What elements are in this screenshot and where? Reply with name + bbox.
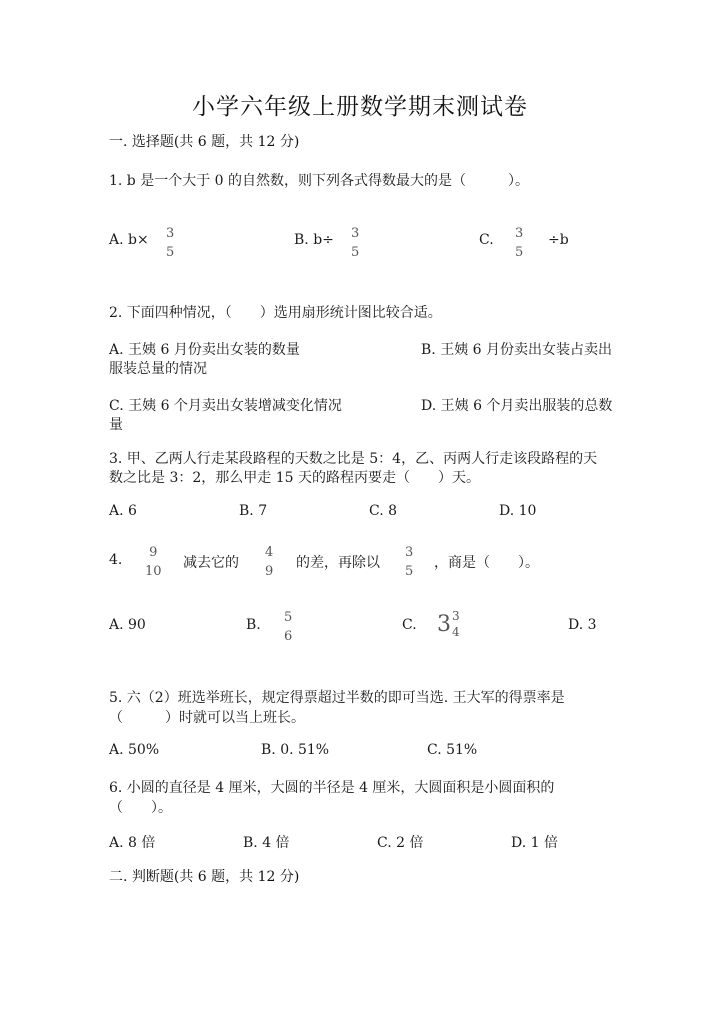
question-text: 1. b 是一个大于 0 的自然数，则下列各式得数最大的是（ ）。	[109, 173, 530, 189]
page-title: 小学六年级上册数学期末测试卷	[192, 94, 528, 120]
question-number: 4.	[109, 552, 123, 568]
option-c: C. 8	[369, 503, 398, 519]
option-c-suffix: ÷b	[548, 232, 569, 248]
option-d: D. 1 倍	[511, 835, 558, 851]
section-heading-multiple-choice: 一. 选择题(共 6 题，共 12 分)	[109, 134, 300, 150]
option-b-label: B. b÷	[294, 232, 334, 248]
fraction: 3 5	[405, 545, 414, 579]
option-b: B. 0. 51%	[261, 742, 330, 758]
option-a: A. 6	[109, 503, 137, 519]
option-d-continued: 量	[109, 417, 123, 433]
option-b-label: B.	[246, 617, 261, 633]
fraction: 4 9	[265, 545, 274, 579]
option-a: A. 50%	[109, 742, 160, 758]
option-d: D. 王姨 6 个月卖出服装的总数	[421, 398, 613, 414]
option-c-label: C.	[479, 232, 494, 248]
question-text-line1: 3. 甲、乙两人行走某段路程的天数之比是 5：4，乙、丙两人行走该段路程的天	[109, 451, 598, 467]
option-a-label: A. b×	[109, 232, 149, 248]
section-heading-true-false: 二. 判断题(共 6 题，共 12 分)	[109, 869, 300, 885]
question-text: 2. 下面四种情况，（ ）选用扇形统计图比较合适。	[109, 305, 442, 321]
fraction: 9 10	[145, 545, 162, 579]
fraction: 3 5	[166, 226, 175, 260]
option-c: C. 王姨 6 个月卖出女装增减变化情况	[109, 398, 342, 414]
question-text-line2: 数之比是 3：2，那么甲走 15 天的路程丙要走（ ）天。	[109, 470, 480, 486]
fraction: 5 6	[284, 610, 293, 644]
fraction: 3 5	[351, 226, 360, 260]
mixed-number: 3 3 4	[437, 609, 460, 639]
option-c-label: C.	[402, 617, 417, 633]
option-c: C. 51%	[427, 742, 478, 758]
question-text-line2: （ ）。	[109, 800, 172, 816]
question-text-line1: 5. 六（2）班选举班长，规定得票超过半数的即可当选. 王大军的得票率是	[109, 690, 565, 706]
question-text-line2: （ ）时就可以当上班长。	[109, 710, 305, 726]
fraction: 3 5	[515, 226, 524, 260]
option-b-continued: 服装总量的情况	[109, 361, 207, 377]
option-d: D. 3	[568, 617, 597, 633]
option-d: D. 10	[499, 503, 537, 519]
option-c: C. 2 倍	[377, 835, 424, 851]
option-b: B. 7	[239, 503, 268, 519]
question-text-line1: 6. 小圆的直径是 4 厘米，大圆的半径是 4 厘米，大圆面积是小圆面积的	[109, 780, 555, 796]
option-a: A. 8 倍	[109, 835, 156, 851]
option-b: B. 4 倍	[243, 835, 290, 851]
option-b: B. 王姨 6 月份卖出女装占卖出	[421, 342, 612, 358]
option-a: A. 90	[109, 617, 146, 633]
question-text: 的差，再除以	[296, 555, 380, 571]
option-a: A. 王姨 6 月份卖出女装的数量	[109, 342, 300, 358]
question-text: ，商是（ ）。	[434, 555, 539, 571]
question-text: 减去它的	[183, 555, 239, 571]
